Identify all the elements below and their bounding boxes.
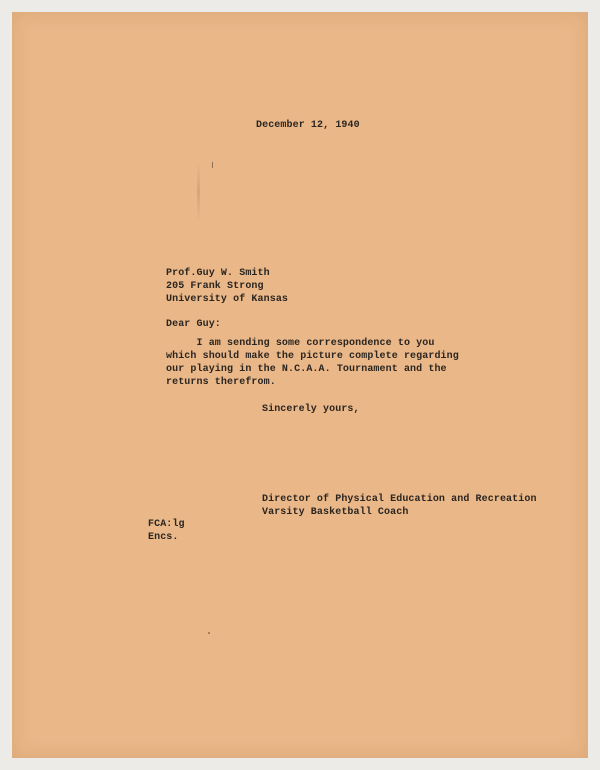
ink-speck: [208, 632, 210, 634]
recipient-address: [166, 267, 288, 306]
recipient-name: Prof.Guy W. Smith: [166, 268, 270, 279]
signature-title: Director of Physical Education and Recreation: [262, 494, 537, 505]
body-line: returns therefrom.: [166, 377, 276, 388]
body-line: I am sending some correspondence to you: [166, 338, 435, 349]
enclosures-note: Encs.: [148, 532, 179, 543]
paper-stain: [197, 162, 200, 222]
closing: Sincerely yours,: [262, 404, 360, 415]
signature-block: [262, 493, 537, 519]
signature-title-2: Varsity Basketball Coach: [262, 507, 409, 518]
body-line: our playing in the N.C.A.A. Tournament and the: [166, 364, 447, 375]
body-line: which should make the picture complete regarding: [166, 351, 459, 362]
reference-initials: [148, 518, 185, 544]
letter-date: December 12, 1940: [256, 120, 360, 131]
ink-speck: [212, 162, 213, 168]
typist-initials: FCA:lg: [148, 519, 185, 530]
recipient-street: 205 Frank Strong: [166, 281, 264, 292]
recipient-institution: University of Kansas: [166, 294, 289, 305]
letter-page: [12, 12, 588, 758]
letter-body: [166, 337, 459, 389]
salutation: Dear Guy:: [166, 319, 221, 330]
